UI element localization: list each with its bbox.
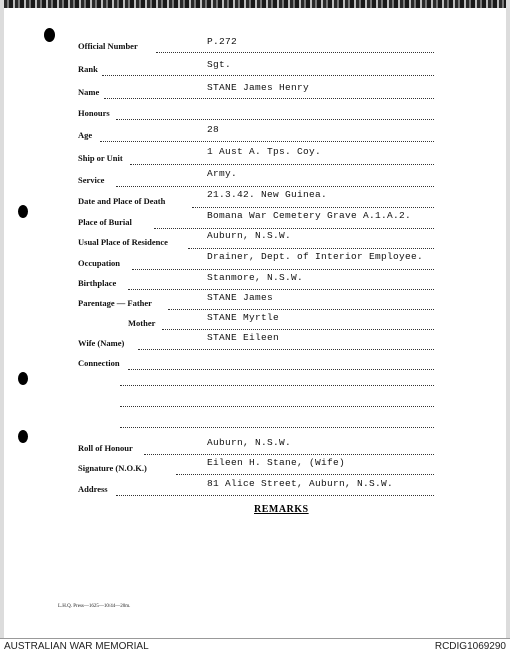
field-label-birthplace: Birthplace	[78, 278, 117, 288]
field-line	[138, 348, 434, 350]
field-line	[192, 206, 434, 208]
field-label-rank: Rank	[78, 64, 98, 74]
punch-hole-upper	[18, 205, 28, 218]
field-line	[132, 268, 434, 270]
field-label-father: Parentage — Father	[78, 298, 152, 308]
remarks-heading: REMARKS	[254, 504, 309, 515]
punch-hole-middle	[18, 372, 28, 385]
scanned-top-edge	[4, 0, 506, 8]
field-value-birthplace: Stanmore, N.S.W.	[207, 272, 304, 283]
field-value-wife: STANE Eileen	[207, 332, 280, 343]
field-value-age: 28	[207, 124, 220, 135]
field-value-signature: Eileen H. Stane, (Wife)	[207, 457, 346, 468]
field-label-roll-of-honour: Roll of Honour	[78, 443, 133, 453]
field-line	[116, 185, 434, 187]
field-value-occupation: Drainer, Dept. of Interior Employee.	[207, 251, 424, 262]
field-value-ship-or-unit: 1 Aust A. Tps. Coy.	[207, 146, 322, 157]
field-line	[130, 163, 434, 165]
footer-record-id: RCDIG1069290	[434, 641, 506, 652]
form-printer-code: L.H.Q. Press—1625—10/44—20m.	[58, 604, 131, 609]
field-line	[116, 118, 434, 120]
field-label-wife: Wife (Name)	[78, 338, 125, 348]
field-value-father: STANE James	[207, 292, 274, 303]
punch-hole-lower	[18, 430, 28, 443]
field-line	[188, 247, 434, 249]
field-line	[102, 74, 434, 76]
punch-hole-top	[44, 28, 55, 42]
field-label-service: Service	[78, 175, 105, 185]
field-value-place-of-burial: Bomana War Cemetery Grave A.1.A.2.	[207, 210, 412, 221]
field-line	[128, 368, 434, 370]
field-label-date-place-death: Date and Place of Death	[78, 196, 166, 206]
field-label-place-of-burial: Place of Burial	[78, 217, 132, 227]
field-line	[156, 51, 434, 53]
field-value-name: STANE James Henry	[207, 82, 310, 93]
field-label-official-number: Official Number	[78, 41, 138, 51]
field-line	[162, 328, 434, 330]
footer-archive-name: AUSTRALIAN WAR MEMORIAL	[4, 641, 149, 652]
field-label-occupation: Occupation	[78, 258, 121, 268]
field-line	[100, 140, 434, 142]
field-label-address: Address	[78, 484, 108, 494]
field-line	[168, 308, 434, 310]
field-label-name: Name	[78, 87, 100, 97]
field-value-address: 81 Alice Street, Auburn, N.S.W.	[207, 478, 394, 489]
archive-footer	[0, 638, 510, 655]
field-label-residence: Usual Place of Residence	[78, 237, 168, 247]
field-line	[104, 97, 434, 99]
field-label-mother: Mother	[128, 318, 156, 328]
connection-extra-line	[120, 426, 434, 428]
connection-extra-line	[120, 384, 434, 386]
field-label-signature: Signature (N.O.K.)	[78, 463, 147, 473]
field-value-residence: Auburn, N.S.W.	[207, 230, 292, 241]
field-label-age: Age	[78, 130, 93, 140]
field-value-roll-of-honour: Auburn, N.S.W.	[207, 437, 292, 448]
field-label-connection: Connection	[78, 358, 120, 368]
record-card	[4, 0, 506, 638]
field-label-honours: Honours	[78, 108, 110, 118]
field-line	[154, 227, 434, 229]
field-line	[144, 453, 434, 455]
field-label-ship-or-unit: Ship or Unit	[78, 153, 123, 163]
field-value-date-place-death: 21.3.42. New Guinea.	[207, 189, 328, 200]
field-value-mother: STANE Myrtle	[207, 312, 280, 323]
field-line	[128, 288, 434, 290]
field-value-service: Army.	[207, 168, 238, 179]
field-line	[176, 473, 434, 475]
connection-extra-line	[120, 405, 434, 407]
field-value-official-number: P.272	[207, 36, 238, 47]
field-value-rank: Sgt.	[207, 59, 232, 70]
field-line	[116, 494, 434, 496]
